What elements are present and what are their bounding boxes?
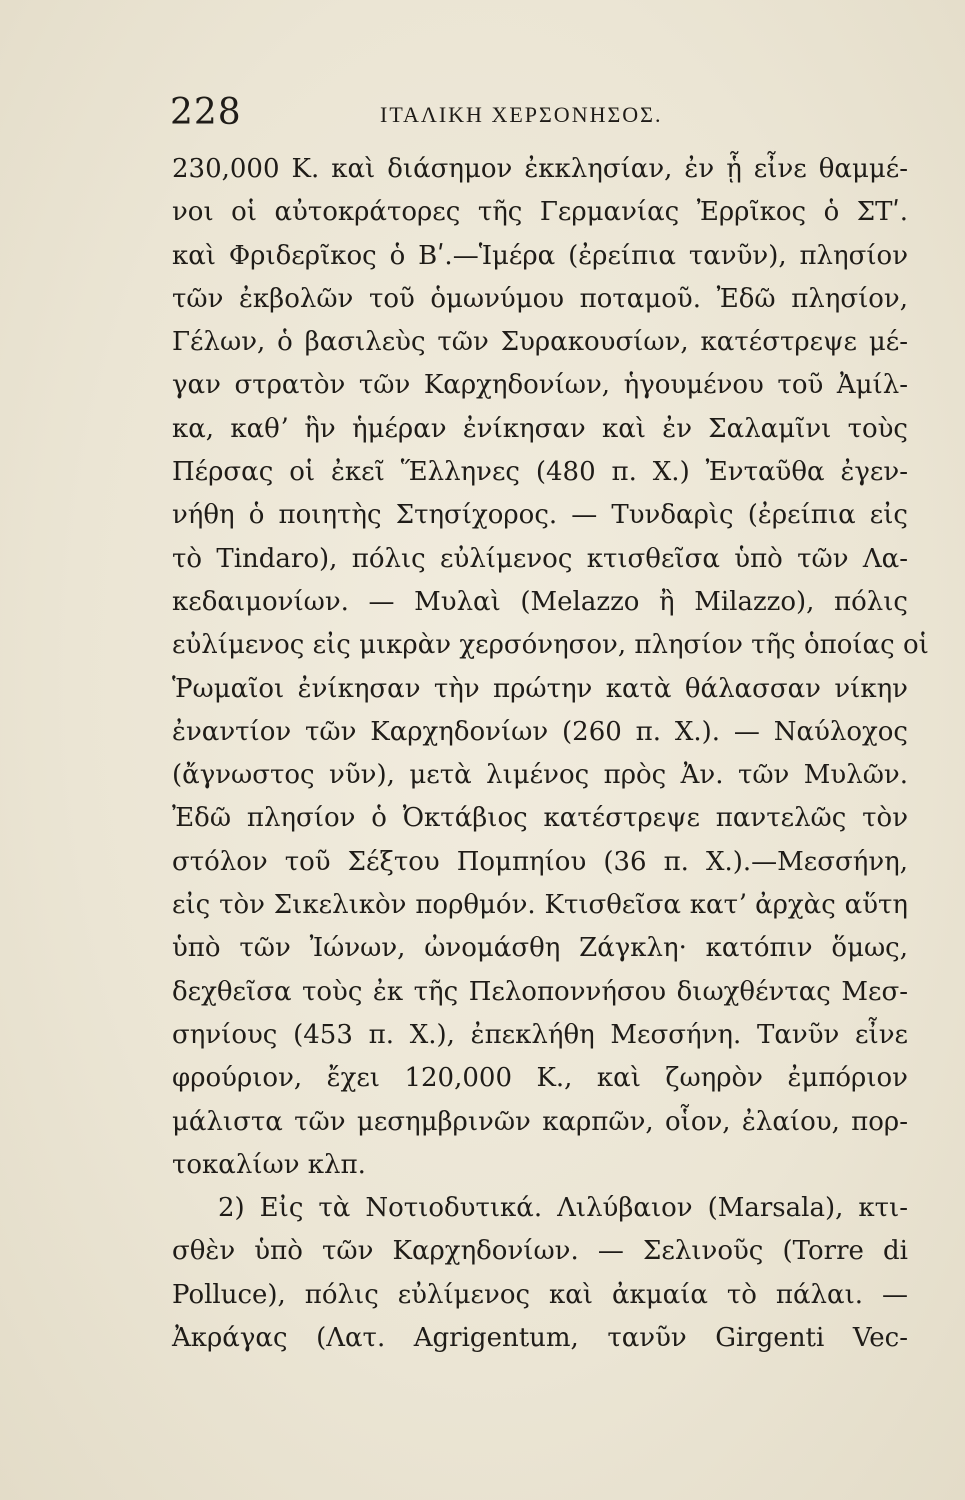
text-line: στόλον τοῦ Σέξτου Πομπηίου (36 π. Χ.).—Μεσσήνη, [172,846,908,877]
text-line: σθὲν ὑπὸ τῶν Καρχηδονίων. — Σελινοῦς (Torre di [172,1236,908,1267]
text-line: ὑπὸ τῶν Ἰώνων, ὠνομάσθη Ζάγκλη· κατόπιν ὅμως, [172,933,908,964]
text-line: τοκαλίων κλπ. [172,1149,366,1180]
text-line: νοι οἱ αὐτοκράτορες τῆς Γερμανίας Ἐρρῖκος ὁ ΣΤʹ. [172,197,908,228]
text-line: Γέλων, ὁ βασιλεὺς τῶν Συρακουσίων, κατέστρεψε μέ- [172,327,908,358]
text-line: Πέρσας οἱ ἐκεῖ Ἕλληνες (480 π. Χ.) Ἐνταῦθα ἐγεν- [172,457,908,488]
text-line: μάλιστα τῶν μεσημβρινῶν καρπῶν, οἷον, ἐλαίου, πορ- [172,1106,908,1137]
text-line: Ῥωμαῖοι ἐνίκησαν τὴν πρώτην κατὰ θάλασσαν νίκην [172,673,908,704]
text-line: δεχθεῖσα τοὺς ἐκ τῆς Πελοποννήσου διωχθέντας Μεσ- [172,976,908,1007]
text-line: Ἐδῶ πλησίον ὁ Ὀκτάβιος κατέστρεψε παντελῶς τὸν [172,803,908,834]
text-line: (ἄγνωστος νῦν), μετὰ λιμένος πρὸς Ἀν. τῶν Μυλῶν. [172,760,908,791]
text-line: καὶ Φριδερῖκος ὁ Βʹ.—Ἱμέρα (ἐρείπια τανῦν), πλησίον [172,240,908,271]
text-line: ἐναντίον τῶν Καρχηδονίων (260 π. Χ.). — Ναύλοχος [172,716,908,747]
page-number: 228 [170,92,242,133]
running-title: ΙΤΑΛΙΚΗ ΧΕΡΣΟΝΗΣΟΣ. [380,102,663,127]
text-line: σηνίους (453 π. Χ.), ἐπεκλήθη Μεσσήνη. Τανῦν εἶνε [172,1019,908,1050]
text-line: 230,000 Κ. καὶ διάσημον ἐκκλησίαν, ἐν ᾗ εἶνε θαμμέ- [172,154,908,184]
text-line: κεδαιμονίων. — Μυλαὶ (Melazzo ἢ Milazzo), πόλις [172,586,908,617]
text-line: φρούριον, ἔχει 120,000 Κ., καὶ ζωηρὸν ἐμπόριον [172,1063,908,1094]
text-line: 2) Εἰς τὰ Νοτιοδυτικά. Λιλύβαιον (Marsala), κτι- [218,1193,908,1224]
text-line: Polluce), πόλις εὐλίμενος καὶ ἀκμαία τὸ πάλαι. — [172,1279,908,1310]
text-line: γαν στρατὸν τῶν Καρχηδονίων, ἡγουμένου τοῦ Ἀμίλ- [172,370,908,401]
text-line: νήθη ὁ ποιητὴς Στησίχορος. — Τυνδαρὶς (ἐρείπια εἰς [172,500,908,531]
page-header [170,92,910,142]
text-line: εἰς τὸν Σικελικὸν πορθμόν. Κτισθεῖσα κατʼ ἀρχὰς αὕτη [172,890,908,921]
text-line: εὐλίμενος εἰς μικρὰν χερσόνησον, πλησίον τῆς ὁποίας οἱ [172,630,929,661]
text-line: τῶν ἐκβολῶν τοῦ ὁμωνύμου ποταμοῦ. Ἐδῶ πλησίον, [172,283,908,314]
body-text [172,148,929,1360]
text-line: τὸ Tindaro), πόλις εὐλίμενος κτισθεῖσα ὑπὸ τῶν Λα- [172,543,908,574]
text-line: Ἀκράγας (Λατ. Agrigentum, τανῦν Girgenti Vec- [172,1323,908,1354]
text-line: κα, καθʼ ἣν ἡμέραν ἐνίκησαν καὶ ἐν Σαλαμῖνι τοὺς [172,413,908,444]
